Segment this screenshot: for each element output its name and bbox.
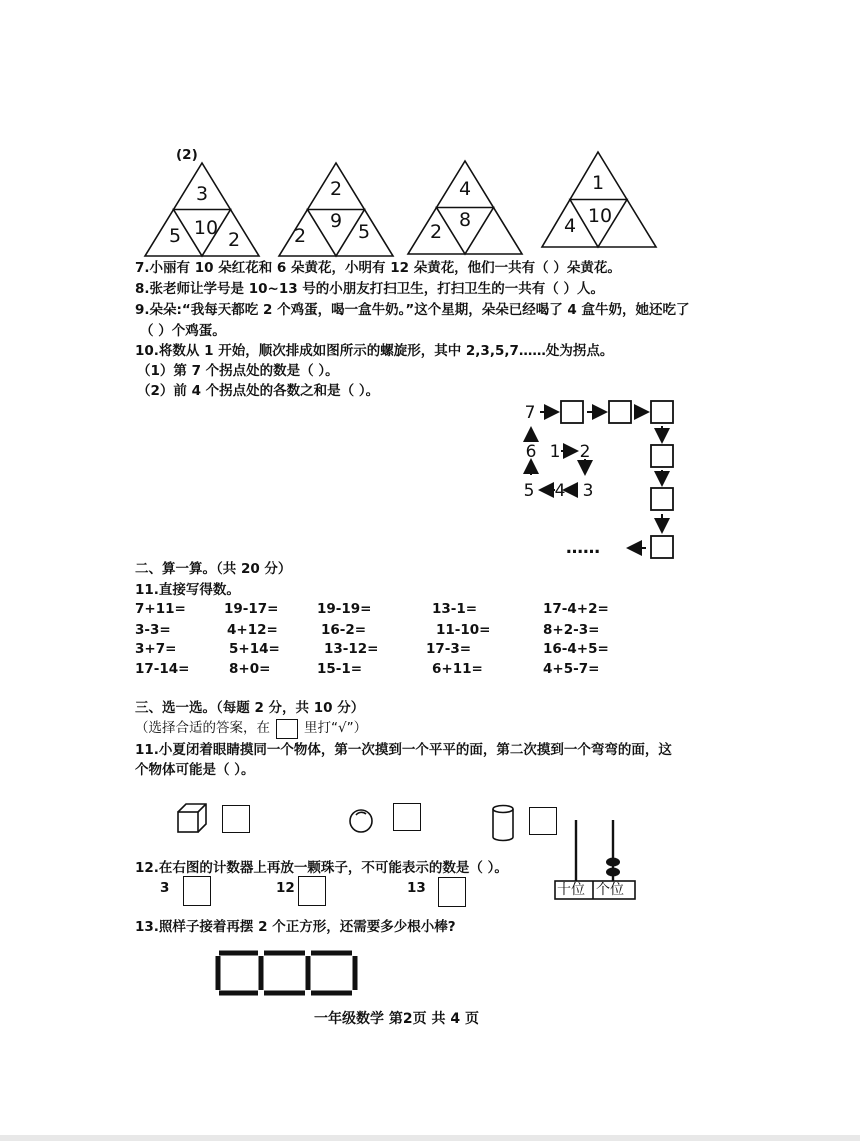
calc-item: 13-1= [432, 601, 478, 617]
calc-item: 8+0= [229, 661, 271, 677]
t3-left: 2 [429, 221, 443, 243]
section3-heading: 三、选一选。（每题 2 分，共 10 分） [135, 700, 365, 716]
q12-option-label: 12 [276, 880, 295, 896]
section3-instruction-b: 里打“√”） [304, 720, 368, 736]
t2-top: 2 [329, 178, 343, 200]
spiral-3: 3 [582, 481, 594, 501]
section3-q12: 12.在右图的计数器上再放一颗珠子，不可能表示的数是（ ）。 [135, 860, 508, 876]
spiral-dots: …… [566, 538, 600, 558]
spiral-1: 1 [549, 442, 561, 462]
question-10: 10.将数从 1 开始，顺次排成如图所示的螺旋形，其中 2,3,5,7……处为拐点。 [135, 343, 614, 359]
question-9-line2: （ ）个鸡蛋。 [140, 323, 226, 339]
t1-left: 5 [168, 225, 182, 247]
calc-item: 19-19= [317, 601, 372, 617]
calc-item: 4+12= [227, 622, 278, 638]
question-9-line1: 9.朵朵:“我每天都吃 2 个鸡蛋，喝一盒牛奶。”这个星期，朵朵已经喝了 4 盒牛奶，她还吃了 [135, 302, 690, 318]
spiral-6: 6 [525, 442, 537, 462]
t2-left: 2 [293, 225, 307, 247]
section3-q13: 13.照样子接着再摆 2 个正方形，还需要多少根小棒? [135, 919, 456, 935]
question-10-part2: （2）前 4 个拐点处的各数之和是（ ）。 [137, 383, 380, 399]
t1-center: 10 [193, 217, 219, 239]
calc-item: 13-12= [324, 641, 379, 657]
spiral-2: 2 [579, 442, 591, 462]
q12-option-label: 3 [160, 880, 170, 896]
question-10-part1: （1）第 7 个拐点处的数是（ ）。 [137, 363, 339, 379]
part-label: (2) [176, 147, 198, 163]
t2-right: 5 [357, 221, 371, 243]
abacus-ones-label: 个位 [596, 882, 624, 898]
abacus-tens-label: 十位 [557, 882, 585, 898]
calc-item: 16-2= [321, 622, 367, 638]
calc-item: 4+5-7= [543, 661, 600, 677]
calc-item: 5+14= [229, 641, 280, 657]
section2-q11: 11.直接写得数。 [135, 582, 240, 598]
t1-right: 2 [227, 229, 241, 251]
calc-item: 16-4+5= [543, 641, 609, 657]
t4-center: 10 [587, 205, 613, 227]
calc-item: 19-17= [224, 601, 279, 617]
calc-item: 15-1= [317, 661, 363, 677]
spiral-7: 7 [524, 403, 536, 423]
question-7: 7.小丽有 10 朵红花和 6 朵黄花，小明有 12 朵黄花，他们一共有（ ）朵黄花。 [135, 260, 621, 276]
calc-item: 6+11= [432, 661, 483, 677]
calc-item: 7+11= [135, 601, 186, 617]
spiral-4: 4 [554, 481, 566, 501]
t3-center: 8 [458, 209, 472, 231]
t1-top: 3 [195, 183, 209, 205]
calc-item: 17-3= [426, 641, 472, 657]
t4-top: 1 [591, 172, 605, 194]
page-bottom-edge [0, 1135, 860, 1141]
calc-item: 8+2-3= [543, 622, 600, 638]
t3-top: 4 [458, 178, 472, 200]
section3-instruction-a: （选择合适的答案，在 [135, 720, 270, 736]
section3-q11-line2: 个物体可能是（ ）。 [135, 762, 255, 778]
calc-item: 11-10= [436, 622, 491, 638]
t4-left: 4 [563, 215, 577, 237]
calc-item: 17-4+2= [543, 601, 609, 617]
spiral-5: 5 [523, 481, 535, 501]
calc-item: 3+7= [135, 641, 177, 657]
section2-heading: 二、算一算。（共 20 分） [135, 561, 292, 577]
calc-item: 17-14= [135, 661, 190, 677]
calc-item: 3-3= [135, 622, 171, 638]
q12-option-label: 13 [407, 880, 426, 896]
page-footer: 一年级数学 第2页 共 4 页 [314, 1011, 479, 1027]
question-8: 8.张老师让学号是 10~13 号的小朋友打扫卫生，打扫卫生的一共有（ ）人。 [135, 281, 605, 297]
t2-center: 9 [329, 210, 343, 232]
section3-q11-line1: 11.小夏闭着眼睛摸同一个物体，第一次摸到一个平平的面，第二次摸到一个弯弯的面，这 [135, 742, 672, 758]
